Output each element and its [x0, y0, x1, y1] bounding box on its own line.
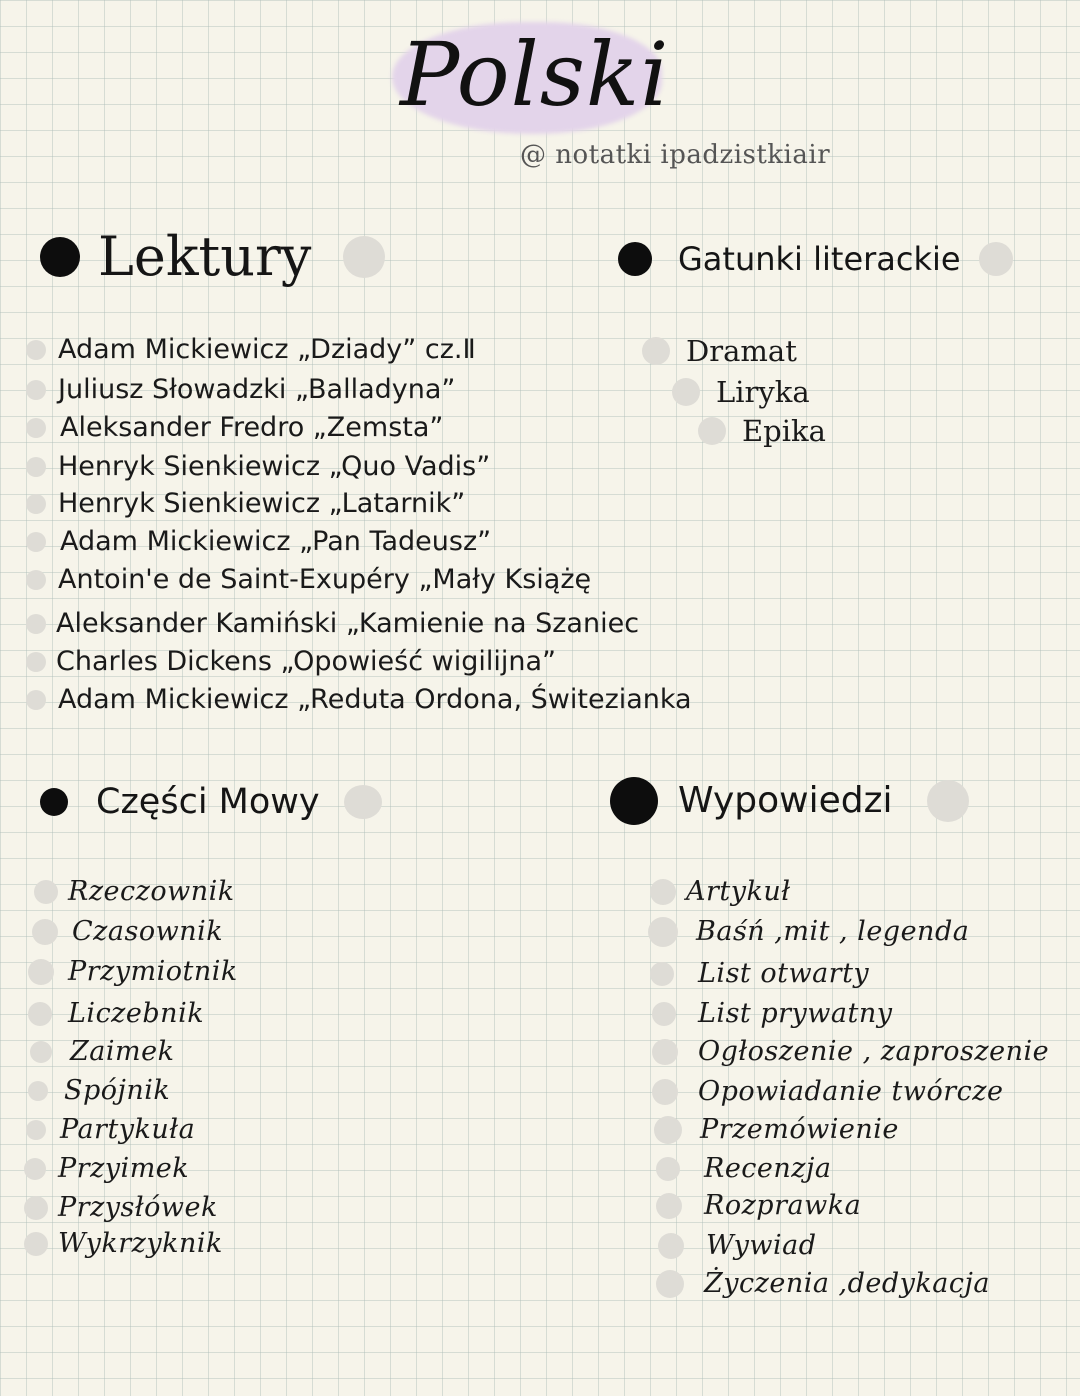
bullet-dot-icon: [642, 337, 670, 365]
bullet-dot-icon: [28, 959, 54, 985]
bullet-dot-icon: [650, 962, 674, 986]
bullet-dot-icon: [32, 919, 58, 945]
bullet-dot-icon: [26, 418, 46, 438]
list-item: Przyimek: [24, 1153, 189, 1184]
author-credit: @ notatki ipadzistkiair: [520, 140, 831, 170]
bullet-dot-icon: [34, 880, 58, 904]
bullet-dot-icon: [652, 1002, 676, 1026]
section-bullet-icon: [40, 237, 80, 277]
bullet-dot-icon: [26, 340, 46, 360]
list-item: Henryk Sienkiewicz „Quo Vadis”: [26, 451, 490, 482]
bullet-dot-icon: [26, 494, 46, 514]
list-item: Rzeczownik: [34, 876, 235, 907]
page-title: Polski: [400, 23, 670, 126]
list-item: List otwarty: [650, 958, 869, 989]
section-bullet-icon: [610, 777, 658, 825]
list-item: Przymiotnik: [28, 956, 238, 987]
list-item: Baśń ,mit , legenda: [648, 916, 969, 947]
bullet-dot-icon: [28, 1002, 52, 1026]
section-title: Wypowiedzi: [678, 780, 893, 821]
bullet-dot-icon: [652, 1079, 678, 1105]
list-item: Zaimek: [30, 1036, 174, 1067]
bullet-dot-icon: [26, 614, 46, 634]
list-item: Ogłoszenie , zaproszenie: [652, 1036, 1049, 1067]
bullet-dot-icon: [26, 457, 46, 477]
list-item: Adam Mickiewicz „Dziady” cz.Ⅱ: [26, 334, 476, 365]
list-item: Przysłówek: [24, 1192, 218, 1223]
bullet-dot-icon: [26, 570, 46, 590]
section-end-dot-icon: [344, 785, 382, 819]
section-end-dot-icon: [343, 236, 385, 278]
section-end-dot-icon: [979, 242, 1013, 276]
section-gatunki-header: [618, 232, 1013, 286]
bullet-dot-icon: [698, 417, 726, 445]
list-item: Wywiad: [658, 1230, 817, 1261]
bullet-dot-icon: [654, 1116, 682, 1144]
bullet-dot-icon: [26, 532, 46, 552]
list-item: Opowiadanie twórcze: [652, 1076, 1003, 1107]
section-title: Części Mowy: [96, 782, 320, 822]
section-wypowiedzi-header: [610, 774, 969, 828]
list-item: Antoin'e de Saint-Exupéry „Mały Książę: [26, 564, 591, 595]
list-item: Adam Mickiewicz „Reduta Ordona, Świtezianka: [26, 684, 692, 715]
section-bullet-icon: [618, 242, 652, 276]
list-item: Rozprawka: [656, 1190, 861, 1221]
bullet-dot-icon: [656, 1270, 684, 1298]
section-bullet-icon: [40, 788, 68, 816]
list-item: Życzenia ,dedykacja: [656, 1268, 990, 1299]
bullet-dot-icon: [24, 1196, 48, 1220]
bullet-dot-icon: [672, 378, 700, 406]
list-item: Partykuła: [26, 1114, 195, 1145]
section-title: Gatunki literackie: [678, 240, 961, 278]
list-item: Aleksander Kamiński „Kamienie na Szaniec: [26, 608, 639, 639]
section-title: Lektury: [98, 225, 312, 288]
list-item: Charles Dickens „Opowieść wigilijna”: [26, 646, 556, 677]
bullet-dot-icon: [26, 652, 46, 672]
bullet-dot-icon: [30, 1041, 52, 1063]
bullet-dot-icon: [24, 1158, 46, 1180]
bullet-dot-icon: [26, 1120, 46, 1140]
list-item: Epika: [698, 414, 826, 448]
list-item: Czasownik: [32, 916, 223, 947]
section-end-dot-icon: [927, 780, 969, 822]
section-czesci-mowy-header: [40, 776, 382, 828]
bullet-dot-icon: [658, 1233, 684, 1259]
list-item: Adam Mickiewicz „Pan Tadeusz”: [26, 526, 491, 557]
list-item: Recenzja: [656, 1153, 832, 1184]
section-lektury-header: [40, 222, 385, 292]
bullet-dot-icon: [26, 690, 46, 710]
list-item: Liczebnik: [28, 998, 204, 1029]
list-item: Spójnik: [28, 1075, 170, 1106]
list-item: Wykrzyknik: [24, 1228, 223, 1259]
bullet-dot-icon: [650, 879, 676, 905]
bullet-dot-icon: [656, 1157, 680, 1181]
bullet-dot-icon: [24, 1232, 48, 1256]
list-item: Przemówienie: [654, 1114, 899, 1145]
list-item: Henryk Sienkiewicz „Latarnik”: [26, 488, 465, 519]
list-item: Dramat: [642, 334, 797, 368]
list-item: Liryka: [672, 375, 810, 409]
list-item: Juliusz Słowadzki „Balladyna”: [26, 374, 455, 405]
list-item: List prywatny: [652, 998, 893, 1029]
bullet-dot-icon: [648, 917, 678, 947]
bullet-dot-icon: [26, 380, 46, 400]
bullet-dot-icon: [656, 1193, 682, 1219]
list-item: Aleksander Fredro „Zemsta”: [26, 412, 443, 443]
list-item: Artykuł: [650, 876, 791, 907]
bullet-dot-icon: [652, 1039, 678, 1065]
bullet-dot-icon: [28, 1081, 48, 1101]
